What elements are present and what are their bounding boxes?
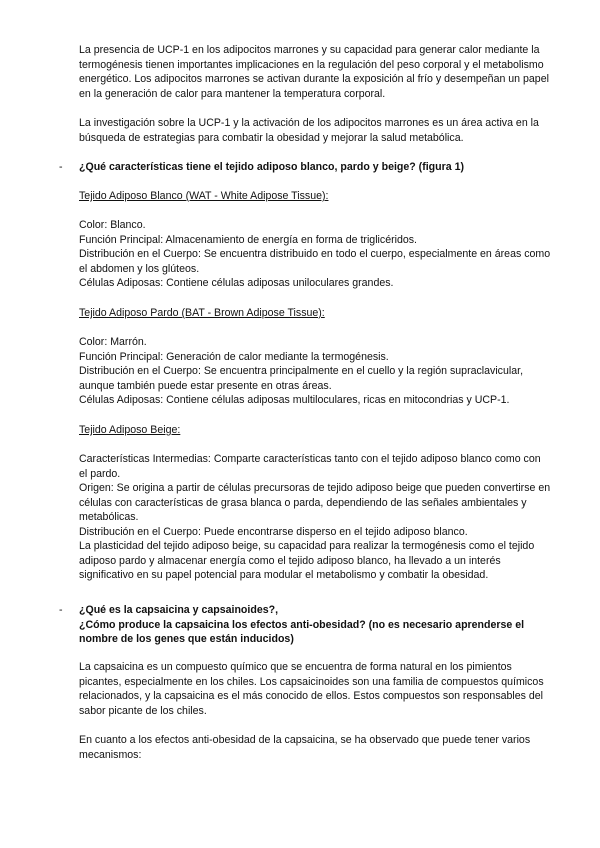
wat-function: Función Principal: Almacenamiento de energía en forma de triglicéridos.: [79, 233, 418, 246]
capsaicin-paragraph-1: La capsaicina es un compuesto químico que se encuentra de forma natural en los pimientos picantes, especialmente en los chiles. Los capsaicinoides son una familia de compuestos químicos relacionados, y la capsaicina es el más conocido de ellos. Estos compuestos son responsables del sabor picante de los chiles.: [79, 661, 544, 717]
question-1-heading: ¿Qué características tiene el tejido adiposo blanco, pardo y beige? (figura 1): [79, 161, 465, 173]
capsaicin-paragraph-2: En cuanto a los efectos anti-obesidad de la capsaicina, se ha observado que puede tener varios mecanismos:: [79, 734, 531, 761]
bullet-dash-1: -: [59, 161, 63, 173]
bullet-dash-2: -: [59, 604, 63, 616]
question-2-line-1: ¿Qué es la capsaicina y capsainoides?,: [79, 604, 279, 616]
wat-cells: Células Adiposas: Contiene células adiposas uniloculares grandes.: [79, 277, 394, 289]
bat-heading: Tejido Adiposo Pardo (BAT - Brown Adipose Tissue):: [79, 307, 325, 319]
beige-intermediate: Características Intermedias: Comparte características tanto con el tejido adiposo blanco como con el pardo.: [79, 453, 541, 480]
question-2-heading: [79, 603, 551, 647]
question-2-line-2: ¿Cómo produce la capsaicina los efectos anti-obesidad? (no es necesario aprenderse el nombre de los genes que están inducidos): [79, 618, 525, 645]
bat-color: Color: Marrón.: [79, 336, 147, 348]
beige-heading: Tejido Adiposo Beige:: [79, 424, 181, 436]
bat-cells: Células Adiposas: Contiene células adiposas multiloculares, ricas en mitocondrias y UCP-1.: [79, 394, 510, 406]
beige-details: [79, 452, 551, 583]
intro-paragraph-2: La investigación sobre la UCP-1 y la activación de los adipocitos marrones es un área activa en la búsqueda de estrategias para combatir la obesidad y mejorar la salud metabólica.: [79, 117, 539, 144]
bat-details: [79, 335, 551, 408]
intro-paragraph-1: La presencia de UCP-1 en los adipocitos marrones y su capacidad para generar calor mediante la termogénesis tienen importantes implicaciones en la regulación del peso corporal y el metabolismo energético. Los adipocitos marrones se activan durante la exposición al frío y desempeñan un papel en la generación de calor para mantener la temperatura corporal.: [79, 44, 549, 100]
beige-origin: Origen: Se origina a partir de células precursoras de tejido adiposo beige que pueden convertirse en células con características de grasa blanca o parda, dependiendo de las señales ambientales y metabólicas.: [79, 482, 551, 523]
wat-distribution: Distribución en el Cuerpo: Se encuentra distribuido en todo el cuerpo, especialmente en áreas como el abdomen y los glúteos.: [79, 248, 551, 275]
wat-details: [79, 218, 551, 291]
bat-distribution: Distribución en el Cuerpo: Se encuentra principalmente en el cuello y la región supraclavicular, aunque también puede estar presente en otras áreas.: [79, 365, 524, 392]
wat-color: Color: Blanco.: [79, 219, 146, 231]
wat-heading: Tejido Adiposo Blanco (WAT - White Adipose Tissue):: [79, 190, 329, 202]
beige-distribution: Distribución en el Cuerpo: Puede encontrarse disperso en el tejido adiposo blanco.: [79, 525, 468, 538]
bat-function: Función Principal: Generación de calor mediante la termogénesis.: [79, 350, 389, 363]
beige-plasticity: La plasticidad del tejido adiposo beige, su capacidad para realizar la termogénesis como el tejido adiposo pardo y almacenar energía como el tejido adiposo blanco, ha llevado a un interés significativo en su papel potencial para modular el metabolismo y combatir la obesidad.: [79, 540, 535, 581]
